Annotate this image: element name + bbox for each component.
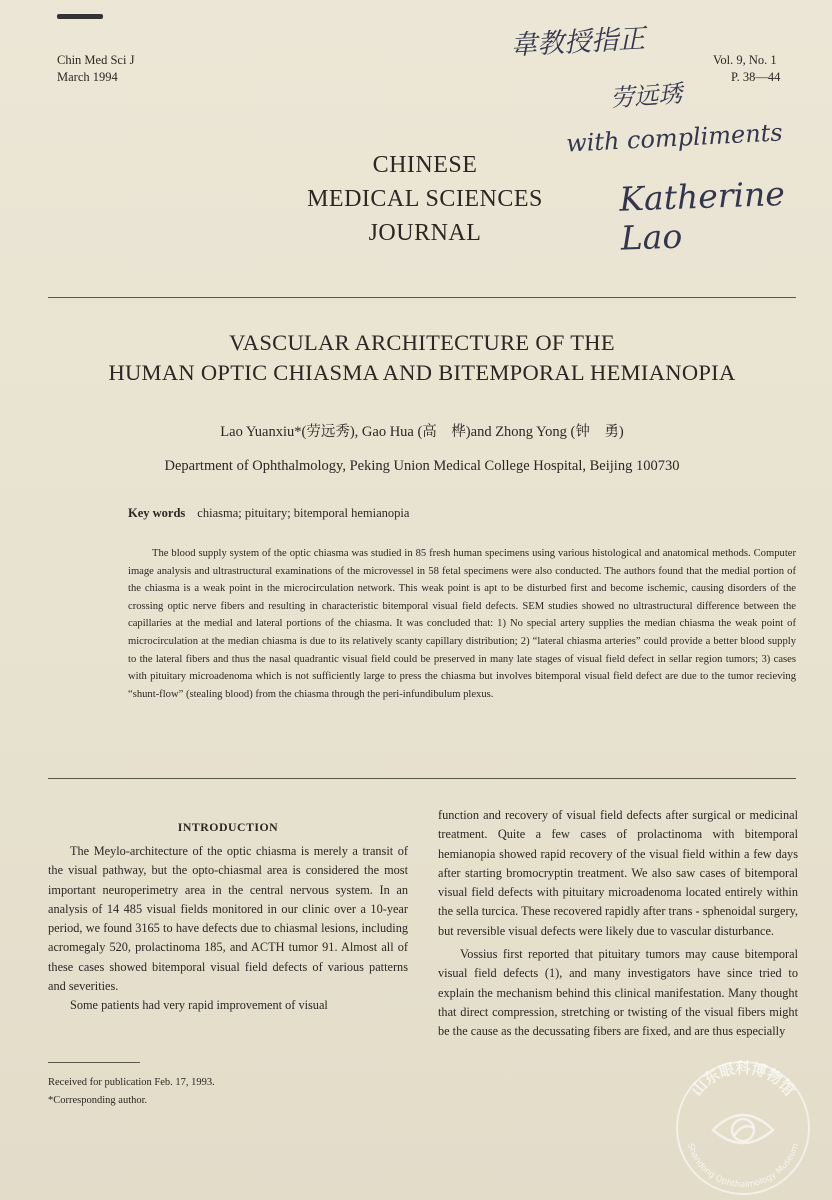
section-heading-introduction: INTRODUCTION [177,820,279,834]
handwritten-signature: Katherine Lao [618,173,786,258]
footnote-corresponding: *Corresponding author. [48,1095,148,1106]
journal-title-line-3: JOURNAL [368,220,482,246]
abstract-divider [48,778,796,779]
handwritten-dedication: 韋教授指正 [509,23,646,62]
keywords-label: Key words [128,506,186,520]
seal-text-cn: 山东眼科博物馆 [687,1059,799,1100]
abstract: The blood supply system of the optic chiasma was studied in 85 fresh human specimens using various histological and anatomical methods. Computer image analysis and ultrastructural examinations of the microvessel in 58 fetal specimens were also conducted. The authors found that the medial portion of the chiasma is a weak point in the microcirculation network. This weak point is apt to be disturbed first and become ischemic, causing disorders of the crossing optic nerve fibers and resulting in characteristic bitemporal visual field defects. SEM studies showed no ultrastructural difference between the capillaries at the medial and lateral portions of the chiasma. It was concluded that: 1) No special artery supplies the median chiasma the weak point of microcirculation at the median chiasma is due to its relatively scanty capillary distribution; 2) “lateral chiasma arteries” could provide a better blood supply to the lateral fibers and thus the nasal quadrantic visual field could be preserved in many late stages of visual field defect in sellar region tumors; 3) cases with pituitary microadenoma which is not sufficiently large to press the chiasma but involves bitemporal visual field defect are due to the tumor recieving “shunt-flow” (stealing blood) from the chiasma through the peri-infundibulum plexus. [128,548,796,700]
eye-emblem-icon [713,1115,773,1143]
body-column-left [48,842,408,1016]
footnote-divider [48,1062,140,1063]
journal-title [270,148,580,250]
volume-info [713,52,780,86]
journal-citation [57,52,134,86]
intro-paragraph-2: Some patients had very rapid improvement of visual [70,998,328,1013]
issue-date: March 1994 [57,70,118,84]
header-divider [48,297,796,298]
intro-paragraph-3: function and recovery of visual field defects after surgical or medicinal treatment. Quite a few cases of prolactinoma with bitemporal hemianopia showed rapid recovery of the visual field within a few days after starting bromocryptin treatment. We also saw cases of bitemporal visual field defects with pituitary microadenoma located entirely within the sella turcica. These recovered rapidly after trans - sphenoidal surgery, but reversible visual defects were likely due to vascular disturbance. [438,808,798,938]
handwritten-name: 劳远琇 [609,79,684,113]
article-title-line-1: VASCULAR ARCHITECTURE OF THE [229,330,615,355]
journal-title-line-1: CHINESE [372,152,478,178]
museum-watermark-seal [668,1048,818,1198]
footnotes [48,1074,215,1110]
journal-title-line-2: MEDICAL SCIENCES [307,186,543,212]
footnote-received: Received for publication Feb. 17, 1993. [48,1077,215,1088]
affiliation: Department of Ophthalmology, Peking Union Medical College Hospital, Beijing 100730 [164,458,680,474]
intro-paragraph-1: The Meylo-architecture of the optic chiasma is merely a transit of the visual pathway, but the opto-chiasmal area is considered the most important neuroperimetry area in the central nervous system. In an analysis of 14 485 visual fields monitored in our clinic over a 10-year period, we found 3165 to have defects due to chiasmal lesions, including acromegaly 520, prolactinoma 185, and ACTH tumor 91. Almost all of these cases showed bitemporal visual field defects of various patterns and severities. [48,844,408,994]
volume-number: Vol. 9, No. 1 [713,53,777,67]
page-range: P. 38—44 [731,70,781,84]
intro-paragraph-4: Vossius first reported that pituitary tumors may cause bitemporal visual field defects (1), and many investigators have since tried to explain the mechanism behind this clinical manifestation. Many thought that direct compression, stretching or twisting of the visual fibers might be the cause as the decussating fibers are fixed, and are thus especially [438,947,798,1039]
top-mark [57,14,103,19]
keywords [128,506,409,521]
handwritten-compliments: with compliments [565,118,784,158]
seal-text-en: Shandong Ophthalmology Museum [684,1142,802,1191]
author-list: Lao Yuanxiu*(劳远秀), Gao Hua (高 桦)and Zhong Yong (钟 勇) [220,424,624,440]
body-column-right [438,806,798,1042]
keywords-list: chiasma; pituitary; bitemporal hemianopia [197,506,410,520]
article-title-line-2: HUMAN OPTIC CHIASMA AND BITEMPORAL HEMIANOPIA [108,360,736,385]
journal-abbrev: Chin Med Sci J [57,53,135,67]
article-title [48,328,796,388]
